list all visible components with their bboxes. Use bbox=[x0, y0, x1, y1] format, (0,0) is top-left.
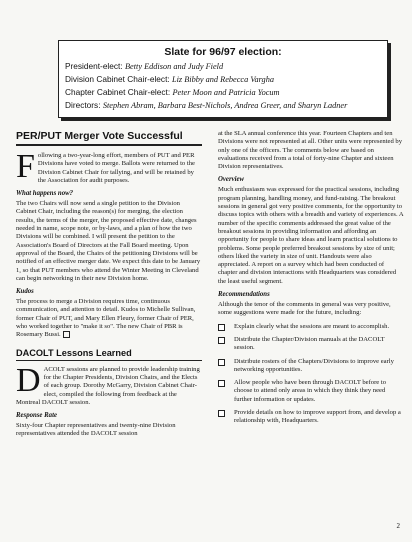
recommendation-text: Distribute the Chapter/Division manuals at the DACOLT session. bbox=[234, 335, 385, 352]
end-of-article-box-icon bbox=[63, 331, 70, 338]
slate-names: Stephen Abram, Barbara Best-Nichols, Andrea Greer, and Sharyn Ladner bbox=[102, 101, 348, 110]
merger-drop-cap: F bbox=[16, 148, 35, 185]
slate-names: Betty Eddison and Judy Field bbox=[124, 62, 224, 71]
page-number: 2 bbox=[396, 522, 400, 530]
recommendation-text: Provide details on how to improve support from, and develop a relationship with, Headquarters. bbox=[234, 409, 401, 425]
slate-label: Chapter Cabinet Chair-elect: bbox=[65, 87, 173, 97]
checkbox-bullet-icon bbox=[218, 324, 225, 331]
left-column bbox=[16, 130, 202, 444]
merger-subhead-what-now: What happens now? bbox=[16, 190, 74, 198]
slate-title: Slate for 96/97 election: bbox=[164, 46, 282, 58]
dacolt-subhead-response-rate: Response Rate bbox=[16, 412, 57, 420]
election-slate-box bbox=[58, 40, 388, 118]
recommendation-item bbox=[218, 336, 404, 353]
merger-paragraph-kudos bbox=[16, 298, 202, 340]
checkbox-bullet-icon bbox=[218, 410, 225, 417]
recommendations-list bbox=[218, 323, 404, 426]
kudos-text: The process to merge a Division requires time, continuous communication, and attention to detail. Kudos to Michelle Sullivan, former Chair of PUT, and Mary Ellen Fleury, former Chair of PER, who worked together to "make it so". The new Chair of PBR is Rosemary Bussi. bbox=[16, 298, 196, 339]
dacolt-lead-text: ACOLT sessions are planned to provide leadership training for the Chapter Presidents, Division Chairs, and the Elects of each group. Dorothy McGarry, Division Cabinet Chair-elect, compiled the following from feedback at the Montreal DACOLT session. bbox=[16, 365, 200, 406]
dacolt-continued-paragraph: at the SLA annual conference this year. Fourteen Chapters and ten Divisions were not represented at all. Other units were represented by only one of the officers. The comments below are based on evaluations received from a total of forty-nine Chapter and sixteen Division representatives. bbox=[218, 130, 403, 171]
slate-line-directors bbox=[65, 99, 381, 112]
dacolt-paragraph-overview: Much enthusiasm was expressed for the practical sessions, including program planning, handling money, and fund-raising. The breakout sessions in general got very positive comments, for the opportunity to discuss topics with others with a breadth and variety of experiences. A number of the specific comments addressed the great value of the breakout sessions in providing information and affording an opportunity for people to share ideas and learn practical solutions to problems. Some people preferred breakout sessions by size of unit; others liked the variety in size of unit. Handouts were also appreciated. A report on a survey which had been conducted of chapter and division interactions with Headquarters was considered the least useful segment. bbox=[218, 186, 404, 285]
recommendation-text: Allow people who have been through DACOLT before to choose to attend only areas in which they think they need further information or updates. bbox=[234, 379, 386, 403]
dacolt-lead-paragraph bbox=[16, 361, 202, 407]
dacolt-paragraph-recommendations: Although the tenor of the comments in general was very positive, some suggestions were made for the future, including: bbox=[218, 301, 391, 317]
slate-label: President-elect: bbox=[65, 61, 125, 71]
merger-subhead-kudos: Kudos bbox=[16, 288, 34, 296]
recommendation-item bbox=[218, 379, 404, 404]
recommendation-text: Distribute rosters of the Chapters/Divisions to improve early networking opportunities. bbox=[234, 357, 394, 373]
right-column bbox=[218, 130, 404, 431]
slate-label: Division Cabinet Chair-elect: bbox=[65, 74, 172, 84]
slate-names: Peter Moon and Patricia Yocum bbox=[172, 88, 280, 97]
checkbox-bullet-icon bbox=[218, 337, 225, 344]
merger-paragraph-petition: The two Chairs will now send a single petition to the Division Cabinet Chair, including the reason(s) for merging, the election results, the terms of the merger, the proposed effective date, changes needed in name, scope note, or by-laws, and a plan of how the two Divisions will be combined. I will present the petition to the Association's Board of Directors at the Fall Board meeting. Upon approval of the Board, the Chairs of the petitioning Divisions will be notified of an effective merger date. We expect this date to be January 1, so that PUT members who attend the Winter Meeting in Cleveland can begin networking in their new Division home. bbox=[16, 200, 201, 282]
slate-names: Liz Bibby and Rebecca Vargha bbox=[171, 75, 274, 84]
checkbox-bullet-icon bbox=[218, 359, 225, 366]
slate-label: Directors: bbox=[65, 100, 103, 110]
slate-line-chapter-chair bbox=[65, 86, 381, 99]
dacolt-article-title: DACOLT Lessons Learned bbox=[16, 348, 202, 361]
recommendation-item bbox=[218, 409, 404, 426]
recommendation-item bbox=[218, 358, 404, 375]
dacolt-subhead-overview: Overview bbox=[218, 176, 245, 184]
slate-line-president bbox=[65, 60, 381, 73]
dacolt-paragraph-response: Sixty-four Chapter representatives and twenty-nine Division representatives attended the DACOLT session bbox=[16, 422, 176, 438]
dacolt-drop-cap: D bbox=[16, 361, 41, 399]
dacolt-subhead-recommendations: Recommendations bbox=[218, 291, 270, 299]
recommendation-text: Explain clearly what the sessions are meant to accomplish. bbox=[234, 322, 390, 330]
merger-lead-text: ollowing a two-year-long effort, members of PUT and PER Divisions have voted to merge. Ballots were returned to the Division Cabinet Chair for tallying, and will be retained by the Association for audit purposes. bbox=[37, 152, 195, 184]
merger-lead-paragraph bbox=[16, 148, 202, 185]
recommendation-item bbox=[218, 323, 404, 331]
checkbox-bullet-icon bbox=[218, 380, 225, 387]
merger-article-title: PER/PUT Merger Vote Successful bbox=[16, 130, 202, 146]
slate-line-division-chair bbox=[65, 73, 381, 86]
